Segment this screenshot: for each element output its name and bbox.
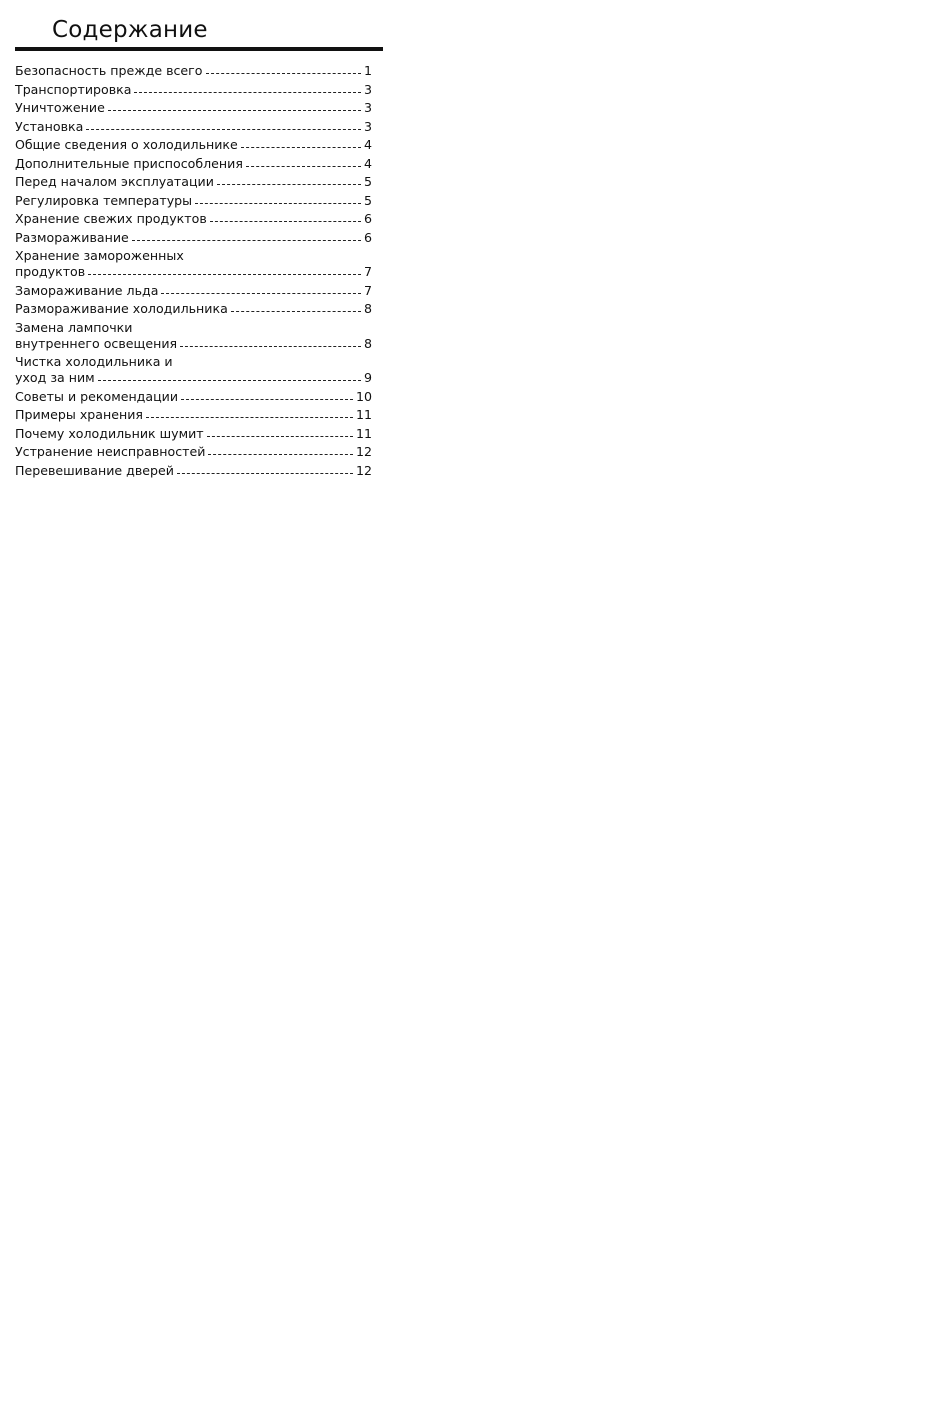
toc-entry-label: Уничтожение — [15, 100, 105, 115]
dot-leader — [210, 220, 361, 222]
toc-entry-label: Транспортировка — [15, 81, 132, 97]
dot-leader — [177, 472, 353, 474]
toc-entry-page-number: 6 — [363, 229, 372, 245]
toc-entry-page-number: 5 — [363, 192, 372, 208]
toc-entry-label: Дополнительные приспособления — [15, 155, 243, 171]
toc-entry-label: Размораживание холодильника — [15, 301, 228, 316]
toc-entry[interactable] — [15, 407, 383, 423]
dot-leader — [208, 453, 353, 455]
dot-leader — [217, 183, 361, 185]
toc-entry[interactable] — [15, 119, 383, 135]
dot-leader — [181, 398, 353, 400]
toc-entry[interactable] — [15, 426, 383, 442]
toc-entry[interactable] — [15, 444, 383, 460]
toc-entry-label: Перед началом эксплуатации — [15, 174, 214, 189]
toc-entry[interactable] — [15, 301, 383, 317]
toc-entry-label: Установка — [15, 118, 84, 134]
dot-leader — [132, 239, 361, 241]
toc-entry-label: Замораживание льда — [15, 282, 159, 298]
toc-entry-page-number: 9 — [363, 370, 372, 385]
toc-entry-label: Размораживание — [15, 229, 129, 245]
toc-entry[interactable] — [15, 82, 383, 98]
toc-entry[interactable] — [15, 230, 383, 246]
toc-entry-page-number: 4 — [363, 155, 372, 171]
toc-entry-page-number: 7 — [363, 264, 372, 279]
toc-entry-page-number: 11 — [355, 425, 372, 441]
toc-entry-label-line1: Замена лампочки — [15, 319, 133, 335]
toc-entry-page-number: 4 — [363, 137, 372, 152]
toc-entry-page-number: 6 — [363, 211, 372, 226]
dot-leader — [86, 128, 361, 130]
toc-entry-label: продуктов — [15, 264, 86, 279]
table-of-contents — [15, 14, 383, 481]
toc-entry[interactable] — [15, 354, 383, 386]
toc-entry[interactable] — [15, 463, 383, 479]
dot-leader — [195, 202, 361, 204]
dot-leader — [246, 165, 361, 167]
toc-entry[interactable] — [15, 389, 383, 405]
toc-entry-label-line1: Чистка холодильника и — [15, 354, 173, 369]
toc-entry-page-number: 8 — [363, 335, 372, 351]
dot-leader — [207, 435, 353, 437]
toc-entry-page-number: 10 — [355, 388, 372, 404]
toc-entry[interactable] — [15, 248, 383, 280]
dot-leader — [88, 273, 361, 275]
toc-entry-label: Общие сведения о холодильнике — [15, 137, 238, 152]
toc-entry-label-line1: Хранение замороженных — [15, 248, 184, 263]
dot-leader — [206, 72, 361, 74]
toc-entry-page-number: 11 — [355, 407, 372, 422]
toc-entry-label: Перевешивание дверей — [15, 462, 174, 478]
toc-entry-label: Хранение свежих продуктов — [15, 211, 207, 226]
toc-entry-label: Почему холодильник шумит — [15, 425, 204, 441]
toc-entry-page-number: 7 — [363, 282, 372, 298]
toc-entry-label: внутреннего освещения — [15, 335, 178, 351]
toc-entry-label: Устранение неисправностей — [15, 444, 206, 459]
toc-entry[interactable] — [15, 320, 383, 352]
toc-list — [15, 63, 383, 479]
dot-leader — [161, 292, 361, 294]
dot-leader — [134, 91, 361, 93]
toc-entry-page-number: 1 — [363, 63, 372, 78]
toc-entry-page-number: 8 — [363, 301, 372, 316]
page-title: Содержание — [52, 17, 208, 43]
toc-entry-label: Безопасность прежде всего — [15, 63, 203, 78]
toc-entry[interactable] — [15, 156, 383, 172]
toc-entry-label: Советы и рекомендации — [15, 388, 179, 404]
toc-entry-page-number: 12 — [355, 462, 372, 478]
toc-entry[interactable] — [15, 283, 383, 299]
toc-entry[interactable] — [15, 100, 383, 116]
toc-entry[interactable] — [15, 137, 383, 153]
toc-entry-page-number: 3 — [363, 100, 372, 115]
dot-leader — [108, 109, 361, 111]
toc-entry-label: уход за ним — [15, 370, 95, 385]
dot-leader — [180, 345, 361, 347]
toc-entry-page-number: 5 — [363, 174, 372, 189]
toc-entry[interactable] — [15, 63, 383, 79]
toc-entry[interactable] — [15, 174, 383, 190]
toc-entry-label: Регулировка температуры — [15, 192, 193, 208]
dot-leader — [98, 379, 361, 381]
toc-entry-page-number: 3 — [363, 118, 372, 134]
title-divider — [15, 47, 383, 51]
toc-entry-label: Примеры хранения — [15, 407, 143, 422]
toc-entry[interactable] — [15, 193, 383, 209]
toc-entry[interactable] — [15, 211, 383, 227]
dot-leader — [146, 416, 353, 418]
toc-entry-page-number: 12 — [355, 444, 372, 459]
dot-leader — [241, 146, 361, 148]
dot-leader — [231, 310, 361, 312]
toc-entry-page-number: 3 — [363, 81, 372, 97]
